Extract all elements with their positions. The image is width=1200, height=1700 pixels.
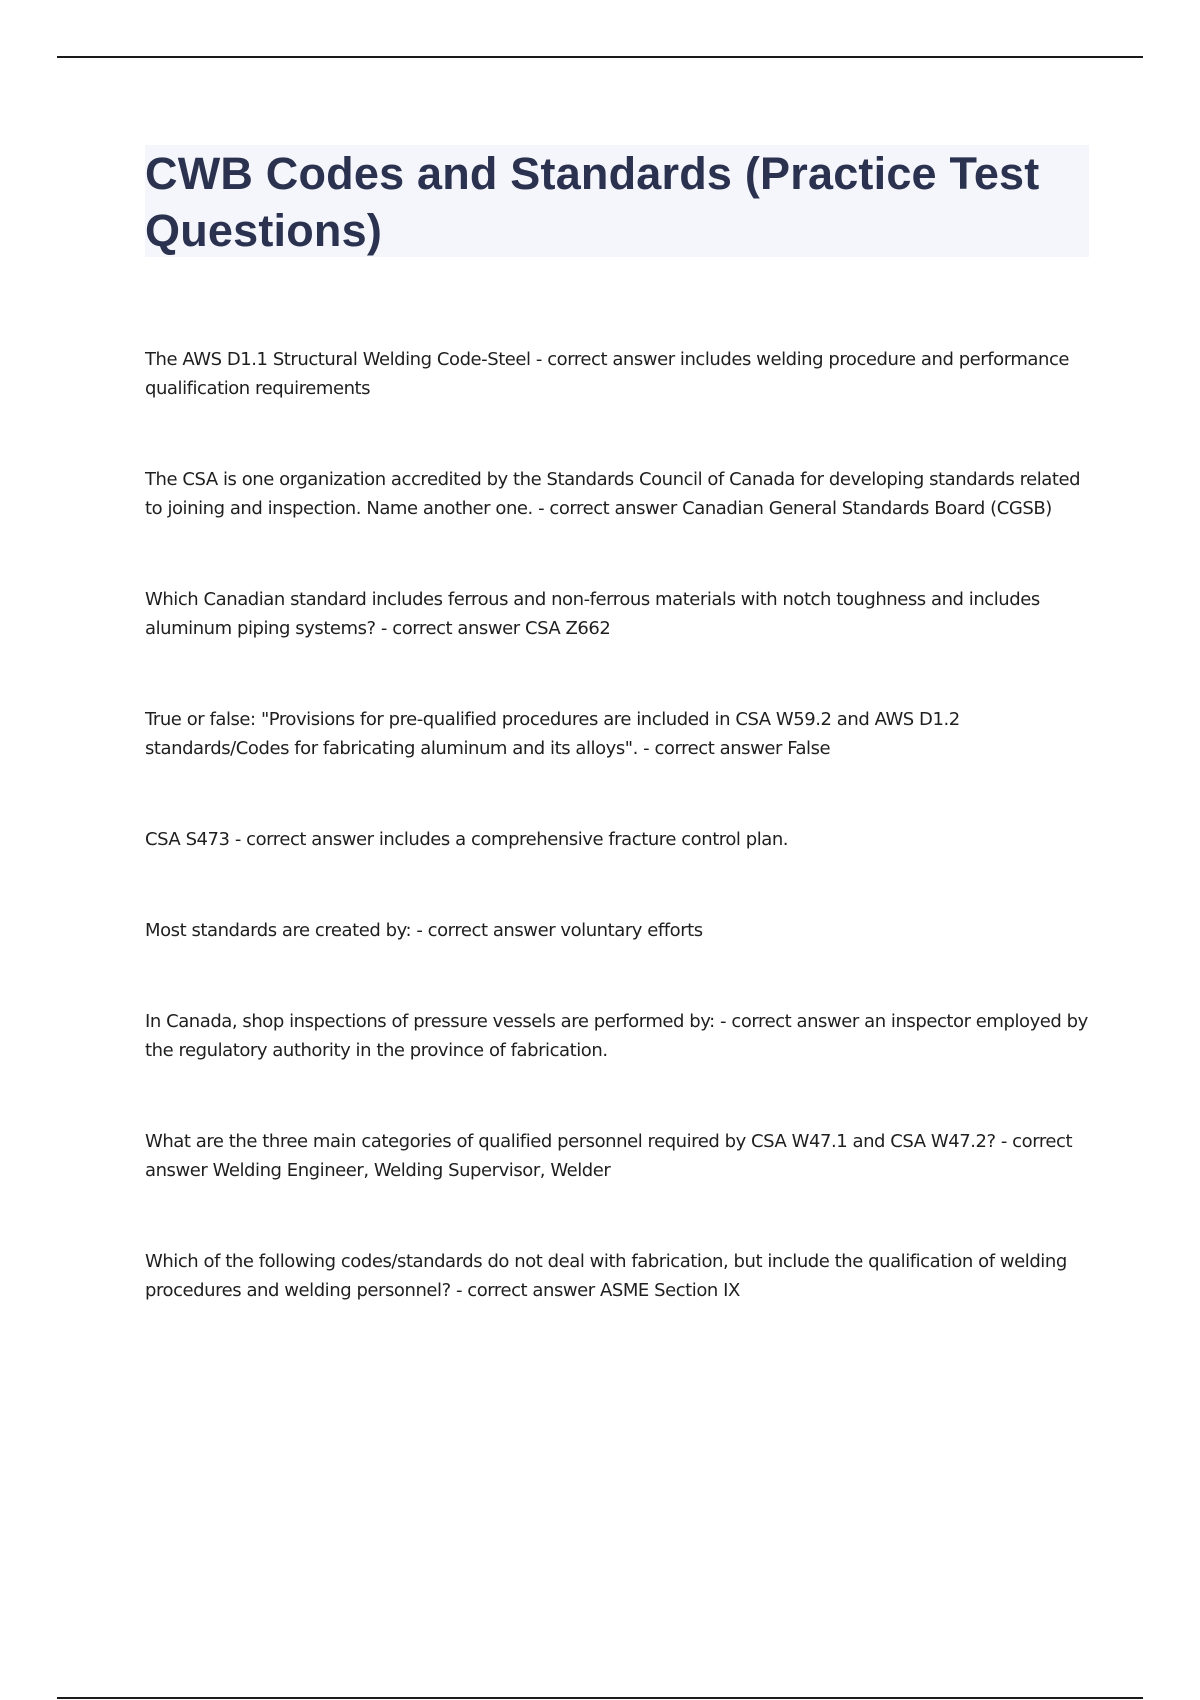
question-item: Most standards are created by: - correct answer voluntary efforts <box>145 920 703 941</box>
question-list <box>145 345 1090 1367</box>
question-item: True or false: "Provisions for pre-qualified procedures are included in CSA W59.2 and AWS D1.2 standards/Codes for fabricating aluminum and its alloys". - correct answer False <box>145 709 960 759</box>
question-item: Which Canadian standard includes ferrous and non-ferrous materials with notch toughness and includes aluminum piping systems? - correct answer CSA Z662 <box>145 589 1040 639</box>
top-rule <box>57 56 1143 58</box>
title-block <box>145 145 1089 257</box>
question-item: In Canada, shop inspections of pressure vessels are performed by: - correct answer an inspector employed by the regulatory authority in the province of fabrication. <box>145 1011 1088 1061</box>
bottom-rule <box>57 1697 1143 1699</box>
page-title: CWB Codes and Standards (Practice Test Questions) <box>145 148 1040 256</box>
question-item: The AWS D1.1 Structural Welding Code-Steel - correct answer includes welding procedure and performance qualification requirements <box>145 349 1070 399</box>
question-item: Which of the following codes/standards do not deal with fabrication, but include the qualification of welding procedures and welding personnel? - correct answer ASME Section IX <box>145 1251 1067 1301</box>
question-item: What are the three main categories of qualified personnel required by CSA W47.1 and CSA W47.2? - correct answer Welding Engineer, Welding Supervisor, Welder <box>145 1131 1073 1181</box>
question-item: The CSA is one organization accredited by the Standards Council of Canada for developing standards related to joining and inspection. Name another one. - correct answer Canadian General Standards Board (CGSB) <box>145 469 1081 519</box>
question-item: CSA S473 - correct answer includes a comprehensive fracture control plan. <box>145 829 789 850</box>
